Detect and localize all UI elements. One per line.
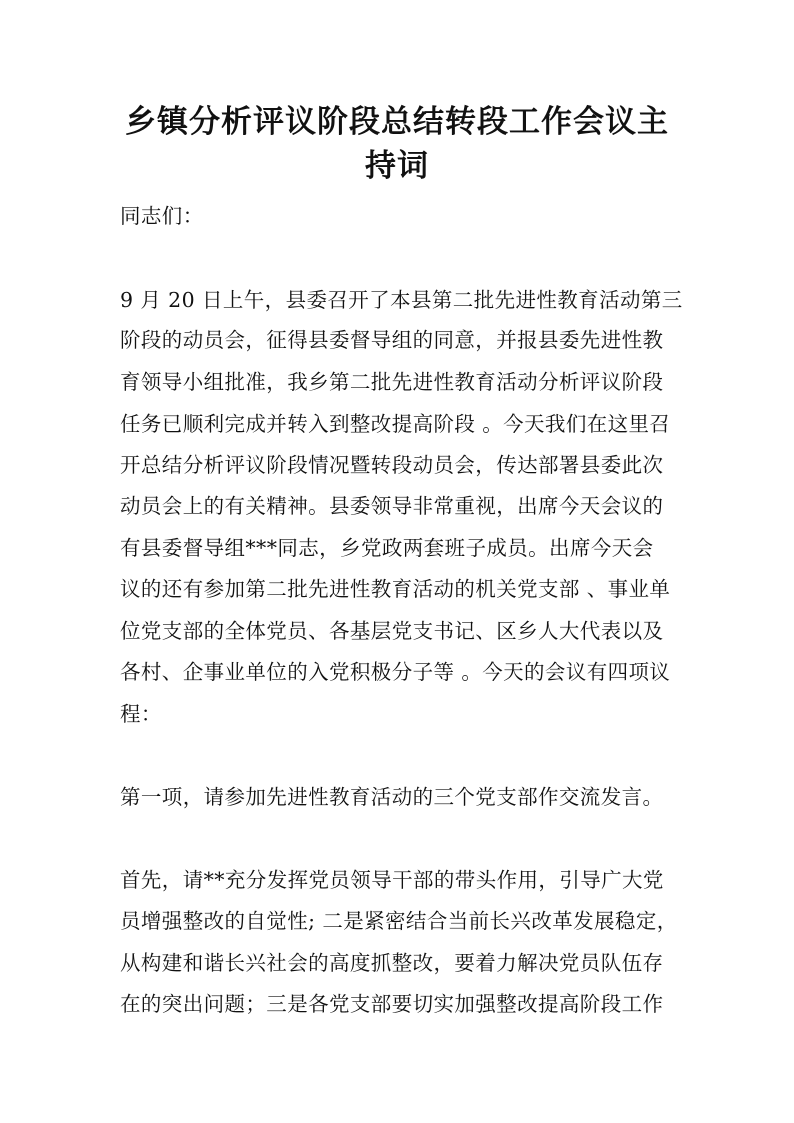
paragraph-1-line-8: 议的还有参加第二批先进性教育活动的机关党支部 、事业单 <box>120 577 671 601</box>
paragraph-3-line-2: 员增强整改的自觉性; 二是紧密结合当前长兴改革发展稳定， <box>120 909 678 933</box>
paragraph-2-line-1: 第一项，请参加先进性教育活动的三个党支部作交流发言。 <box>120 785 664 809</box>
paragraph-1-line-1: 9 月 20 日上午，县委召开了本县第二批先进性教育活动第三 <box>120 288 683 312</box>
paragraph-1-line-4: 任务已顺利完成并转入到整改提高阶段 。今天我们在这里召 <box>120 412 671 436</box>
paragraph-1-line-10: 各村、企事业单位的入党积极分子等 。今天的会议有四项议 <box>120 660 671 684</box>
paragraph-1-line-3: 育领导小组批准，我乡第二批先进性教育活动分析评议阶段 <box>120 370 664 394</box>
paragraph-1-line-5: 开总结分析评议阶段情况暨转段动员会，传达部署县委此次 <box>120 453 664 477</box>
paragraph-3-line-4: 在的突出问题；三是各党支部要切实加强整改提高阶段工作 <box>120 992 664 1016</box>
document-title-line-1: 乡镇分析评议阶段总结转段工作会议主 <box>125 104 669 140</box>
document-title-line-2: 持词 <box>365 148 429 184</box>
paragraph-1-line-6: 动员会上的有关精神。县委领导非常重视，出席今天会议的 <box>120 494 664 518</box>
salutation: 同志们： <box>120 204 204 228</box>
paragraph-3-line-1: 首先，请**充分发挥党员领导干部的带头作用，引导广大党 <box>120 868 664 892</box>
paragraph-1-line-7: 有县委督导组***同志，乡党政两套班子成员。出席今天会 <box>120 536 654 560</box>
paragraph-1-line-2: 阶段的动员会，征得县委督导组的同意，并报县委先进性教 <box>120 328 664 352</box>
paragraph-1-line-9: 位党支部的全体党员、各基层党支书记、区乡人大代表以及 <box>120 619 664 643</box>
paragraph-1-line-11: 程： <box>120 702 162 726</box>
paragraph-3-line-3: 从构建和谐长兴社会的高度抓整改，要着力解决党员队伍存 <box>120 951 664 975</box>
